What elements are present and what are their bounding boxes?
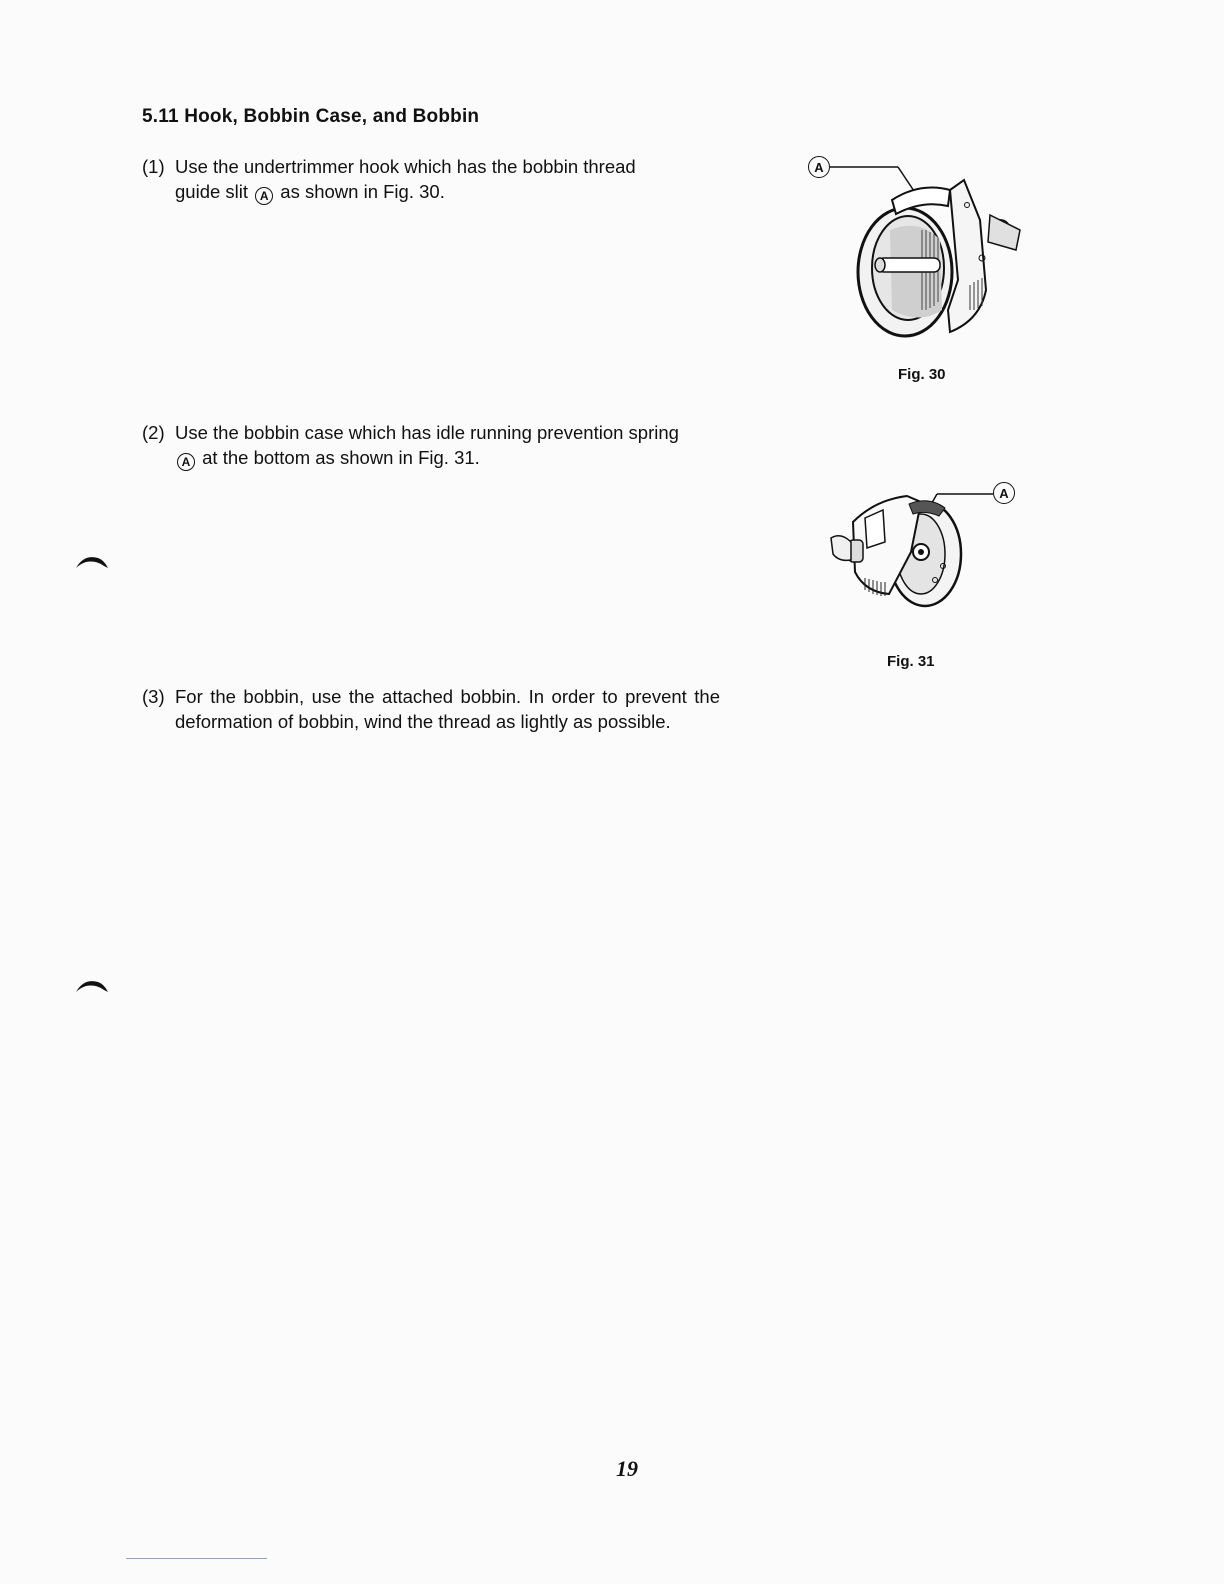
item-number: (3) xyxy=(142,686,165,707)
bobbin-case-illustration-icon xyxy=(825,482,997,614)
item-text-line: Use the bobbin case which has idle running prevention spring xyxy=(175,422,679,443)
figure-caption: Fig. 31 xyxy=(887,653,935,670)
divider xyxy=(126,1558,267,1559)
binder-hole-mark-icon xyxy=(74,978,110,994)
item-text: as shown in Fig. 30. xyxy=(280,180,445,202)
binder-hole-mark-icon xyxy=(74,554,110,570)
item-number: (1) xyxy=(142,156,165,177)
item-number: (2) xyxy=(142,422,165,443)
instruction-item-1 xyxy=(142,155,720,205)
rotary-hook-illustration-icon xyxy=(830,160,1040,345)
circled-marker: A xyxy=(255,187,273,205)
item-text: For the bobbin, use the attached bobbin. In order to prevent the deformation of bobbin, wind the thread as lightly as possible. xyxy=(175,686,720,732)
page-number: 19 xyxy=(616,1456,638,1481)
circled-marker: A xyxy=(177,453,195,471)
section-heading: 5.11 Hook, Bobbin Case, and Bobbin xyxy=(142,106,480,127)
instruction-item-2 xyxy=(142,421,720,471)
figure-callout-a: A xyxy=(993,482,1015,504)
item-text: guide slit xyxy=(175,180,249,202)
item-text-line: Use the undertrimmer hook which has the bobbin thread xyxy=(175,156,636,177)
item-text: at the bottom as shown in Fig. 31. xyxy=(202,446,480,468)
instruction-item-3 xyxy=(142,685,720,734)
figure-callout-a: A xyxy=(808,156,830,178)
figure-caption: Fig. 30 xyxy=(898,366,946,383)
